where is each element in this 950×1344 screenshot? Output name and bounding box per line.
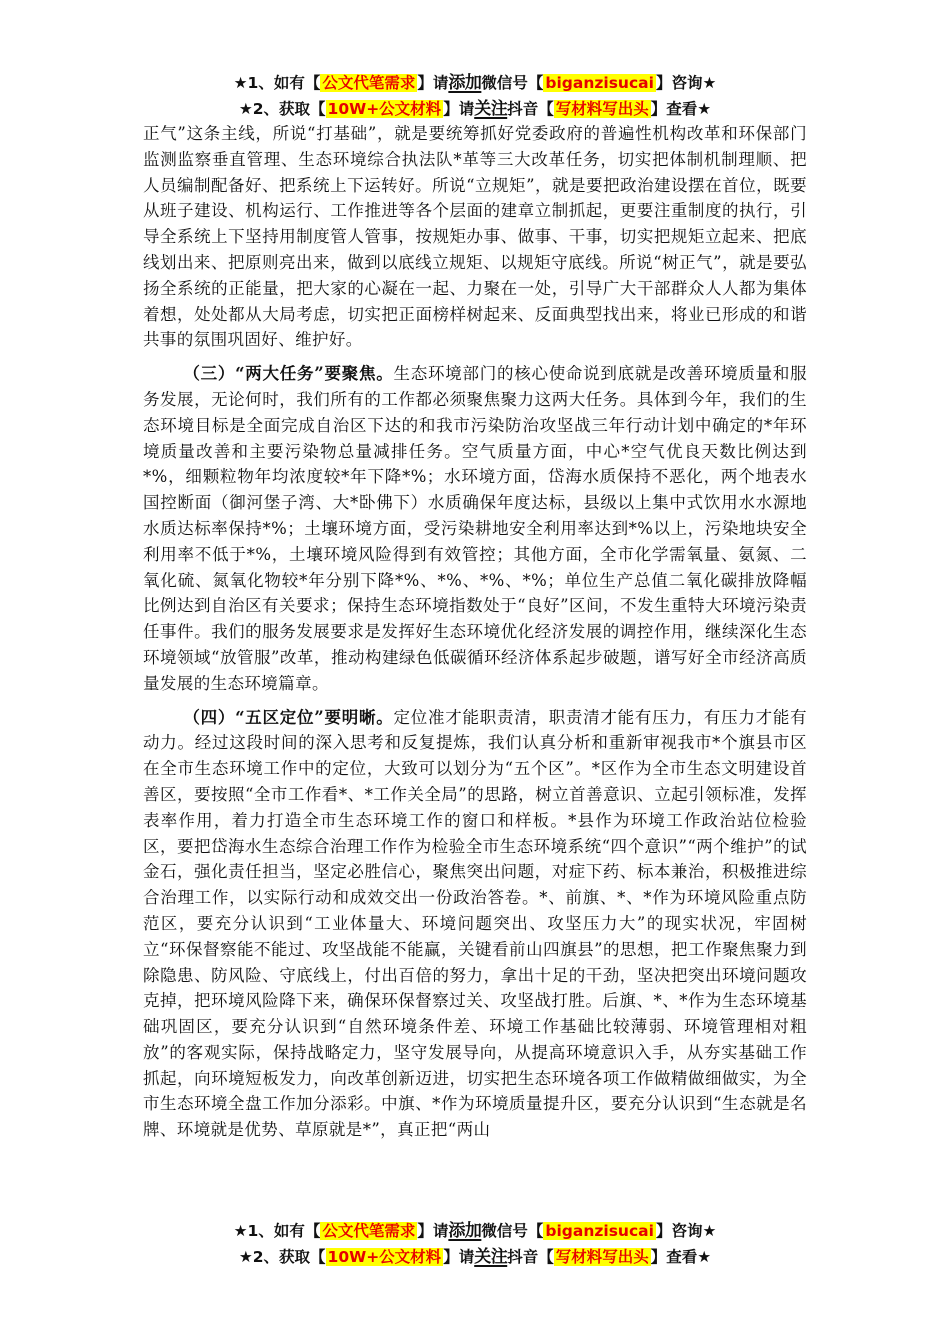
paragraph-continuation xyxy=(143,121,807,353)
banner-text: 】查看★ xyxy=(650,1248,712,1266)
banner-text: 】查看★ xyxy=(650,100,712,118)
emphasis-text: 关注 xyxy=(474,1247,508,1267)
douyin-account-highlight: 写材料写出头 xyxy=(555,1248,649,1266)
paragraph-text: 正气”这条主线，所说“打基础”，就是要统筹抓好党委政府的普遍性机构改革和环保部门监测监察垂直管理、生态环境综合执法队*革等三大改革任务，切实把体制机制理顺、把人员编制配备好、把系统上下运转好。所说“立规矩”，就是要把政治建设摆在首位，既要从班子建设、机构运行、工作推进等各个层面的建章立制抓起，更要注重制度的执行，引导全系统上下坚持用制度管人管事，按规矩办事、做事、干事，切实把规矩立起来、把底线划出来、把原则亮出来，做到以底线立规矩、以规矩守底线。所说“树正气”，就是要弘扬全系统的正能量，把大家的心凝在一起、力聚在一处，引导广大干部群众人人都为集体着想，处处都从大局考虑，切实把正面榜样树起来、反面典型找出来，将业已形成的和谐共事的氛围巩固好、维护好。 xyxy=(143,124,807,350)
banner-text: 抖音【 xyxy=(507,100,554,118)
section-heading: （四）“五区定位”要明晰。 xyxy=(183,707,394,727)
paragraph-text: 定位准才能职责清，职责清才能有压力，有压力才能有动力。经过这段时间的深入思考和反复提炼，我们认真分析和重新审视我市*个旗县市区在全市生态环境工作中的定位，大致可以划分为“五个区”。*区作为全市生态文明建设首善区，要按照“全市工作看*、*工作关全局”的思路，树立首善意识、立起引领标准，发挥表率作用，着力打造全市生态环境工作的窗口和样板。*县作为环境工作政治站位检验区，要把岱海水生态综合治理工作作为检验全市生态环境系统“四个意识”“两个维护”的试金石，强化责任担当，坚定必胜信心，聚焦突出问题，对症下药、标本兼治，积极推进综合治理工作，以实际行动和成效交出一份政治答卷。*、前旗、*、*作为环境风险重点防范区，要充分认识到“工业体量大、环境问题突出、攻坚压力大”的现实状况，牢固树立“环保督察能不能过、攻坚战能不能赢，关键看前山四旗县”的思想，把工作聚焦聚力到除隐患、防风险、守底线上，付出百倍的努力，拿出十足的干劲，坚决把突出环境问题攻克掉，把环境风险降下来，确保环保督察过关、攻坚战打胜。后旗、*、*作为生态环境基础巩固区，要充分认识到“自然环境条件差、环境工作基础比较薄弱、环境管理相对粗放”的客观实际，保持战略定力，坚守发展导向，从提高环境意识入手，从夯实基础工作抓起，向环境短板发力，向改革创新迈进，切实把生态环境各项工作做精做细做实，为全市生态环境全盘工作加分添彩。中旗、*作为环境质量提升区，要充分认识到“生态就是名牌、环境就是优势、草原就是*”，真正把“两山 xyxy=(143,707,807,1140)
banner-text: 】咨询★ xyxy=(655,1222,717,1240)
banner-text: 】请 xyxy=(417,1222,449,1240)
banner-text: 微信号【 xyxy=(481,74,544,92)
emphasis-text: 添加 xyxy=(448,73,482,93)
paragraph-five-zone-positioning xyxy=(143,705,807,1144)
banner-text: 】请 xyxy=(417,74,449,92)
banner-text: ★2、获取【 xyxy=(238,1248,326,1266)
highlight-service-text: 公文代笔需求 xyxy=(322,1222,416,1240)
highlight-materials-text: 10W+公文材料 xyxy=(327,1248,442,1266)
banner-text: ★1、如有【 xyxy=(233,1222,321,1240)
highlight-service-text: 公文代笔需求 xyxy=(322,74,416,92)
footer-banner-line-2 xyxy=(0,1244,950,1270)
douyin-account-highlight: 写材料写出头 xyxy=(555,100,649,118)
wechat-id-highlight: biganzisucai xyxy=(545,1222,654,1240)
banner-text: 抖音【 xyxy=(507,1248,554,1266)
header-banner xyxy=(0,70,950,122)
emphasis-text: 添加 xyxy=(448,1221,482,1241)
paragraph-two-major-tasks xyxy=(143,361,807,696)
header-banner-line-1 xyxy=(0,70,950,96)
wechat-id-highlight: biganzisucai xyxy=(545,74,654,92)
banner-text: 】请 xyxy=(443,1248,475,1266)
highlight-materials-text: 10W+公文材料 xyxy=(327,100,442,118)
banner-text: ★2、获取【 xyxy=(238,100,326,118)
footer-banner xyxy=(0,1218,950,1270)
banner-text: 微信号【 xyxy=(481,1222,544,1240)
section-heading: （三）“两大任务”要聚焦。 xyxy=(183,364,394,384)
paragraph-text: 生态环境部门的核心使命说到底就是改善环境质量和服务发展，无论何时，我们所有的工作都必须聚焦聚力这两大任务。具体到今年，我们的生态环境目标是全面完成自治区下达的和我市污染防治攻坚战三年行动计划中确定的*年环境质量改善和主要污染物总量减排任务。空气质量方面，中心*空气优良天数比例达到*%，细颗粒物年均浓度较*年下降*%；水环境方面，岱海水质保持不恶化，两个地表水国控断面（御河堡子湾、大*卧佛下）水质确保年度达标，县级以上集中式饮用水水源地水质达标率保持*%；土壤环境方面，受污染耕地安全利用率达到*%以上，污染地块安全利用率不低于*%，土壤环境风险得到有效管控；其他方面，全市化学需氧量、氨氮、二氧化硫、氮氧化物较*年分别下降*%、*%、*%、*%；单位生产总值二氧化碳排放降幅比例达到自治区有关要求；保持生态环境指数处于“良好”区间，不发生重特大环境污染责任事件。我们的服务发展要求是发挥好生态环境优化经济发展的调控作用，继续深化生态环境领域“放管服”改革，推动构建绿色低碳循环经济体系起步破题，谱写好全市经济高质量发展的生态环境篇章。 xyxy=(143,364,807,693)
banner-text: ★1、如有【 xyxy=(233,74,321,92)
banner-text: 】请 xyxy=(443,100,475,118)
header-banner-line-2 xyxy=(0,96,950,122)
banner-text: 】咨询★ xyxy=(655,74,717,92)
footer-banner-line-1 xyxy=(0,1218,950,1244)
emphasis-text: 关注 xyxy=(474,99,508,119)
document-body xyxy=(143,121,807,1143)
